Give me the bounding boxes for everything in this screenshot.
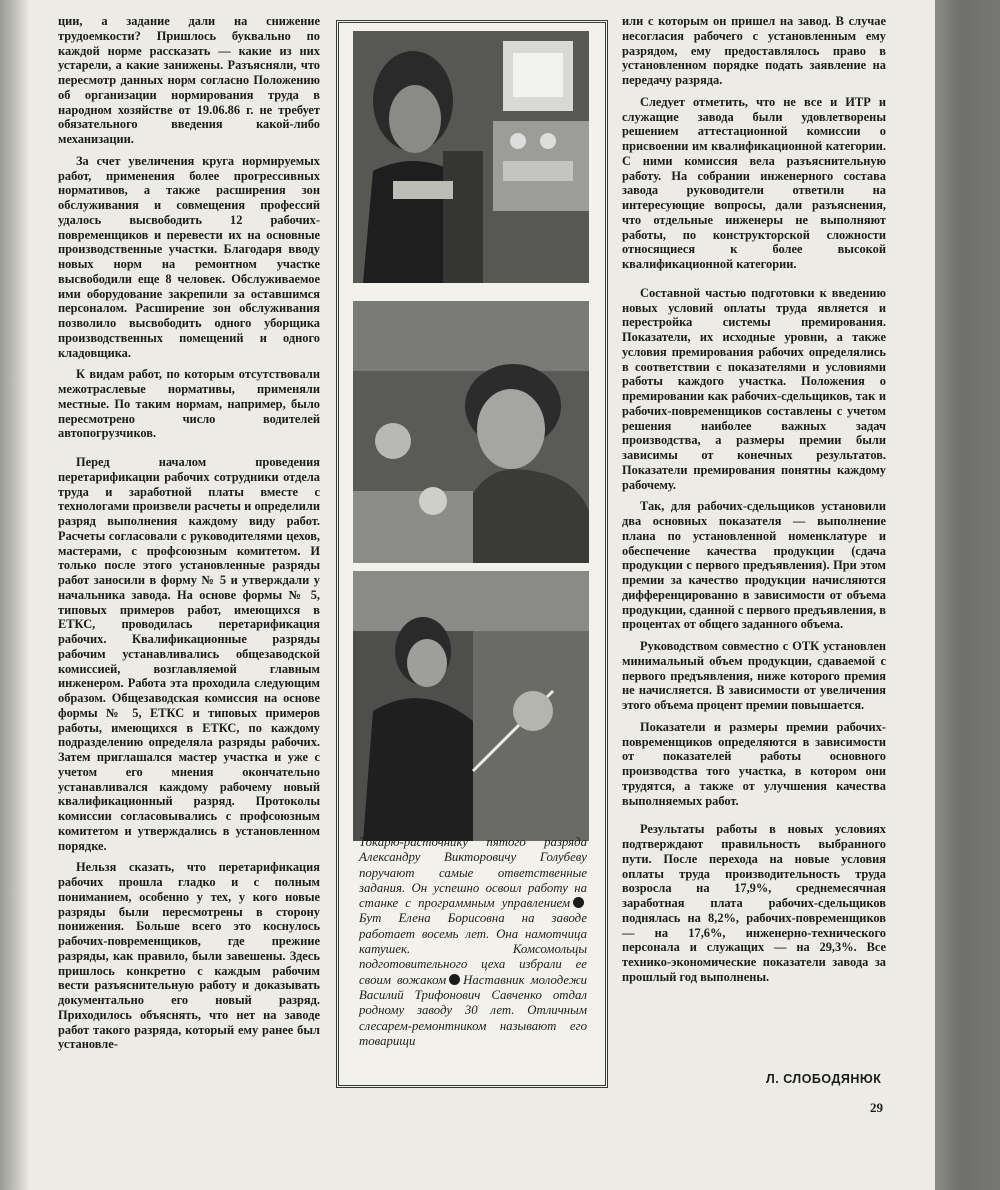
paragraph: Результаты работы в новых условиях подтверждают правильность выбранного пути. После перехода на новые условия оплаты труда производительность труда возросла на 17,9%, среднемесячная заработная плата рабочих-сдельщиков поднялась на 8,2%, рабочих-повременщиков — на 17,6%, инженерно-технического персонала и служащих — на 29,3%. Все технико-экономические показатели завода за прошлый год выполнены. bbox=[622, 822, 886, 984]
page-edge-shadow-right bbox=[935, 0, 1000, 1190]
paragraph: К видам работ, по которым отсутствовали межотраслевые нормативы, применяли местные. По таким нормам, например, было пересмотрено число водителей автопогрузчиков. bbox=[58, 367, 320, 441]
paragraph: Нельзя сказать, что перетарификация рабочих прошла гладко и с полным пониманием, особенно у тех, у кого новые разряды были пересмотрены в сторону понижения. Больше всего это коснулось рабочих-повременщиков, где прежние разряды, как правило, были завешены. Здесь пришлось конкретно с каждым рабочим вести разъяснительную работу и доказывать документально его новый разряд. Приходилось объяснять, что нет на заводе работ такого разряда, который ему ранее был установле- bbox=[58, 860, 320, 1052]
paragraph: Показатели и размеры премии рабочих-повременщиков определяются в зависимости от показателей работы основного производства того участка, в котором они трудятся, а также от улучшения качества выполняемых работ. bbox=[622, 719, 886, 808]
paragraph: ции, а задание дали на снижение трудоемкости? Пришлось буквально по каждой норме рассказать — какие из них устарели, а какие занижены. Разъясняли, что пересмотр данных норм согласно Положению об организации нормирования труда в народном хозяйстве от 19.06.86 г. не требует обязательного введения какой-либо механизации. bbox=[58, 14, 320, 146]
photo-caption bbox=[359, 835, 587, 1049]
paragraph: Составной частью подготовки к введению новых условий оплаты труда является и перестройка системы премирования. Показатели, их исходные уровни, а также условия премирования рабочих определялись в соответствии с показателями и условиями работы каждого участка. Положения о премировании как рабочих-сдельщиков, так и рабочих-повременщиков составлены с учетом решения наиболее важных задач производства, а размеры премии были зависимы от конечных результатов. Показатели премирования понятны каждому рабочему. bbox=[622, 285, 886, 492]
caption-text-3: Наставник молодежи Василий Трифонович Савченко отдал родному заводу 30 лет. Отличным слесарем-ремонтником называют его товарищи bbox=[359, 972, 588, 1048]
paragraph: Руководством совместно с ОТК установлен минимальный объем продукции, сдаваемой с первого предъявления, ниже которого премия не начисляется. В зависимости от увеличения этого объема процент премии повышается. bbox=[622, 639, 886, 712]
caption-text-1: Токарю-расточнику пятого разряда Александру Викторовичу Голубеву поручают самые ответственные задания. Он успешно освоил работу на станке с программным управлением bbox=[359, 835, 587, 911]
bullet-dot-icon bbox=[573, 897, 584, 908]
photo-coil-winder bbox=[353, 301, 589, 563]
page-number: 29 bbox=[870, 1100, 883, 1115]
paragraph: За счет увеличения круга нормируемых работ, применения более прогрессивных нормативов, а также расширения зон обслуживания и совмещения профессий удалось высвободить 12 рабочих-повременщиков и перевести их на основные производственные участки. Благодаря вводу новых норм на ремонтном участке высвободили еще 8 человек. Обслуживаемое ими оборудование закрепили за оставшимся персоналом. Расширение зон обслуживания позволило высвободить одного уборщика производственных помещений и одного кладовщика. bbox=[58, 153, 320, 360]
paragraph: Так, для рабочих-сдельщиков установили два основных показателя — выполнение плана по установленной номенклатуре и обеспечение качества продукции (сдача продукции с первого предъявления). При этом премии за качество продукции начисляются дифференцированно в зависимости от объема продукции, сданной с первого предъявления, в процентах от общего заданного объема. bbox=[622, 499, 886, 632]
caption-text-2: Бут Елена Борисовна на заводе работает восемь лет. Она намотчица катушек. Комсомольцы подготовительного цеха избрали ее своим вожаком bbox=[359, 911, 587, 987]
photo-repair-mechanic bbox=[353, 571, 589, 841]
article-column-right bbox=[622, 14, 886, 992]
photo-panel bbox=[336, 20, 608, 1088]
photo-lathe-operator bbox=[353, 31, 589, 283]
article-column-left bbox=[58, 14, 320, 1059]
article-author: Л. СЛОБОДЯНЮК bbox=[766, 1072, 882, 1086]
paragraph: Перед началом проведения перетарификации рабочих сотрудники отдела труда и заработной платы вместе с технологами произвели расчеты и определили разряд выполнения каждому виду работ. Расчеты согласовали с руководителями цехов, мастерами, с профсоюзным комитетом. И только после этого установленные разряды работ заносили в форму № 5 и утверждали у начальника завода. На основе формы № 5, типовых примеров работ, имеющихся в ЕТКС, проводилась перетарификация рабочих. Квалификационные разряды рабочим устанавливались общезаводской комиссией, возглавляемой главным инженером. Работа эта проходила следующим образом. Общезаводская комиссия на основе формы № 5, ЕТКС и типовых примеров работы, имеющихся в ЕТКС, по каждому подразделению определяла разряды рабочих. Затем приглашался мастер участка и уже с учетом его мнения окончательно устанавливался каждому рабочему новый квалификационный разряд. Протоколы комиссии согласовывались с профсоюзным комитетом и утверждались в установленном порядке. bbox=[58, 455, 320, 853]
page-edge-shadow-left bbox=[0, 0, 30, 1190]
paragraph: или с которым он пришел на завод. В случае несогласия рабочего с установленным ему разрядом, ему предоставлялось право в установленном порядке подать заявление на передачу разряда. bbox=[622, 14, 886, 87]
paragraph: Следует отметить, что не все и ИТР и служащие завода были удовлетворены решением аттестационной комиссии о присвоении им квалификационной категории. С ними комиссия вела разъяснительную работу. На собрании инженерного состава завода руководители ответили на интересующие вопросы, дали разъяснения, что отдельные инженеры не выполняют работы, по конструкторской сложности относящиеся к более высокой квалификационной категории. bbox=[622, 94, 886, 271]
bullet-dot-icon bbox=[449, 974, 460, 985]
